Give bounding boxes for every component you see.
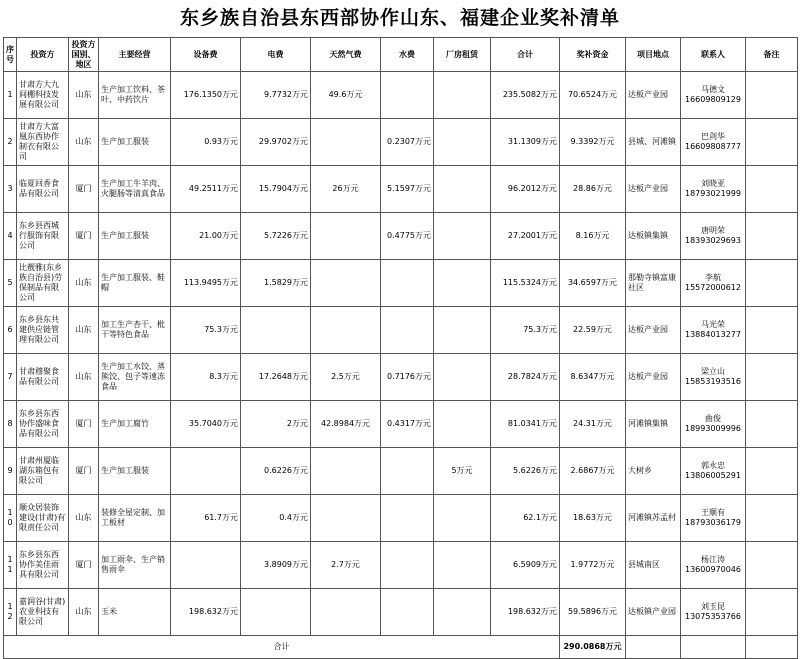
cell-equipment[interactable]: 8.3万元: [171, 354, 241, 401]
contact-name: 唐明荣: [701, 226, 725, 235]
cell-contact[interactable]: [681, 72, 746, 119]
cell-origin[interactable]: 厦门: [69, 542, 99, 589]
cell-gas[interactable]: [311, 495, 381, 542]
table-row: [4, 448, 798, 495]
cell-investor[interactable]: 东乡县东西协作盛味食品有限公司: [17, 401, 69, 448]
cell-equipment[interactable]: [171, 542, 241, 589]
cell-no[interactable]: 12: [4, 589, 17, 636]
cell-origin[interactable]: 厦门: [69, 213, 99, 260]
cell-contact[interactable]: [681, 119, 746, 166]
cell-no[interactable]: 1: [4, 72, 17, 119]
cell-contact[interactable]: [681, 213, 746, 260]
cell-location[interactable]: 达板产业园: [626, 72, 681, 119]
cell-subsidy[interactable]: 9.3392万元: [560, 119, 626, 166]
cell-remark[interactable]: [746, 119, 798, 166]
header-subtotal[interactable]: 合计: [491, 38, 560, 72]
cell-origin[interactable]: 山东: [69, 260, 99, 307]
cell-water[interactable]: [381, 542, 434, 589]
cell-location[interactable]: 那勒寺镇富康社区: [626, 260, 681, 307]
cell-origin[interactable]: 山东: [69, 307, 99, 354]
cell-electricity[interactable]: 29.9702万元: [241, 119, 311, 166]
contact-phone: 16609808777: [685, 142, 741, 151]
cell-contact[interactable]: [681, 589, 746, 636]
cell-location[interactable]: 达板产业园: [626, 307, 681, 354]
contact-phone: 13806005291: [685, 471, 741, 480]
cell-no[interactable]: 9: [4, 448, 17, 495]
cell-water[interactable]: [381, 260, 434, 307]
header-contact[interactable]: 联系人: [681, 38, 746, 72]
cell-rent[interactable]: [434, 542, 491, 589]
table-row: [4, 166, 798, 213]
cell-remark[interactable]: [746, 542, 798, 589]
cell-business[interactable]: 生产加工服装: [99, 119, 171, 166]
cell-investor[interactable]: 东乡县西城行服饰有限公司: [17, 213, 69, 260]
cell-no[interactable]: 7: [4, 354, 17, 401]
cell-investor[interactable]: 甘肃方大富凰东西协作制衣有限公司: [17, 119, 69, 166]
table-body: [4, 72, 798, 659]
cell-remark[interactable]: [746, 260, 798, 307]
header-water[interactable]: 水费: [381, 38, 434, 72]
cell-gas[interactable]: [311, 307, 381, 354]
cell-no[interactable]: 10: [4, 495, 17, 542]
table-row: [4, 72, 798, 119]
cell-subsidy[interactable]: 59.5896万元: [560, 589, 626, 636]
cell-subsidy[interactable]: 34.6597万元: [560, 260, 626, 307]
cell-gas[interactable]: [311, 260, 381, 307]
cell-location[interactable]: 达板产业园: [626, 166, 681, 213]
contact-name: 刘玉昆: [701, 602, 725, 611]
cell-no[interactable]: 11: [4, 542, 17, 589]
cell-investor[interactable]: 甘肃穆聚食品有限公司: [17, 354, 69, 401]
cell-gas[interactable]: 2.7万元: [311, 542, 381, 589]
contact-phone: 15853193516: [685, 377, 741, 386]
contact-name: 马德文: [701, 85, 725, 94]
cell-equipment[interactable]: 21.00万元: [171, 213, 241, 260]
cell-business[interactable]: 加工雨伞、生产销售雨伞: [99, 542, 171, 589]
cell-rent[interactable]: [434, 354, 491, 401]
cell-business[interactable]: 生产加工服装: [99, 213, 171, 260]
cell-rent[interactable]: [434, 119, 491, 166]
cell-gas[interactable]: [311, 448, 381, 495]
cell-electricity[interactable]: 9.7732万元: [241, 72, 311, 119]
contact-name: 郭永忠: [701, 461, 725, 470]
contact-name: 梁立山: [701, 367, 725, 376]
cell-gas[interactable]: [311, 119, 381, 166]
cell-equipment[interactable]: 198.632万元: [171, 589, 241, 636]
header-row: [4, 38, 798, 72]
total-empty-cell[interactable]: [626, 636, 681, 659]
cell-subsidy[interactable]: 70.6524万元: [560, 72, 626, 119]
cell-water[interactable]: 0.4317万元: [381, 401, 434, 448]
cell-contact[interactable]: [681, 542, 746, 589]
cell-equipment[interactable]: 75.3万元: [171, 307, 241, 354]
cell-rent[interactable]: [434, 495, 491, 542]
cell-water[interactable]: 0.7176万元: [381, 354, 434, 401]
header-equipment[interactable]: 设备费: [171, 38, 241, 72]
subsidy-table: [3, 37, 798, 659]
cell-equipment[interactable]: 176.1350万元: [171, 72, 241, 119]
cell-water[interactable]: 5.1597万元: [381, 166, 434, 213]
cell-investor[interactable]: 嘉润谷(甘肃)农业科技有限公司: [17, 589, 69, 636]
cell-investor[interactable]: 顺众居装饰建设(甘肃)有限责任公司: [17, 495, 69, 542]
total-row: [4, 636, 798, 659]
cell-location[interactable]: 达板镇产业园: [626, 589, 681, 636]
contact-phone: 13075353766: [685, 612, 741, 621]
cell-gas[interactable]: 2.5万元: [311, 354, 381, 401]
cell-subsidy[interactable]: 28.86万元: [560, 166, 626, 213]
contact-phone: 18793036179: [685, 518, 741, 527]
table-row: [4, 495, 798, 542]
cell-equipment[interactable]: 49.2511万元: [171, 166, 241, 213]
cell-business[interactable]: 生产加工饮料、茶叶、中药饮片: [99, 72, 171, 119]
table-row: [4, 542, 798, 589]
cell-no[interactable]: 5: [4, 260, 17, 307]
cell-gas[interactable]: [311, 213, 381, 260]
contact-name: 刘晓亚: [701, 179, 725, 188]
cell-water[interactable]: [381, 448, 434, 495]
cell-origin[interactable]: 厦门: [69, 166, 99, 213]
contact-phone: 16609809129: [685, 95, 741, 104]
cell-investor[interactable]: 比靓雅(东乡族自治县)劳保制品有限公司: [17, 260, 69, 307]
table-row: [4, 260, 798, 307]
cell-contact[interactable]: [681, 166, 746, 213]
table-row: [4, 213, 798, 260]
header-remark[interactable]: 备注: [746, 38, 798, 72]
contact-name: 曲俊: [705, 414, 721, 423]
cell-origin[interactable]: 山东: [69, 589, 99, 636]
cell-rent[interactable]: [434, 213, 491, 260]
cell-location[interactable]: 河滩镇集镇: [626, 401, 681, 448]
cell-subsidy[interactable]: 22.59万元: [560, 307, 626, 354]
total-label-cell[interactable]: 合计: [4, 636, 560, 659]
cell-equipment[interactable]: 35.7040万元: [171, 401, 241, 448]
cell-origin[interactable]: 厦门: [69, 401, 99, 448]
cell-no[interactable]: 3: [4, 166, 17, 213]
cell-investor[interactable]: 甘肃州厦临湖东箱包有限公司: [17, 448, 69, 495]
cell-business[interactable]: 生产加工牛羊肉、火腿肠等清真食品: [99, 166, 171, 213]
cell-rent[interactable]: [434, 72, 491, 119]
contact-name: 马光荣: [701, 320, 725, 329]
cell-subtotal[interactable]: 235.5082万元: [491, 72, 560, 119]
contact-phone: 13600970046: [685, 565, 741, 574]
cell-remark[interactable]: [746, 495, 798, 542]
cell-investor[interactable]: 临夏回香食品有限公司: [17, 166, 69, 213]
cell-electricity[interactable]: 3.8909万元: [241, 542, 311, 589]
header-origin[interactable]: 投资方国别、地区: [69, 38, 99, 72]
contact-phone: 18393029693: [685, 236, 741, 245]
cell-no[interactable]: 6: [4, 307, 17, 354]
cell-subsidy[interactable]: 8.6347万元: [560, 354, 626, 401]
cell-business[interactable]: 生产加工服装: [99, 448, 171, 495]
contact-name: 李航: [705, 273, 721, 282]
cell-subtotal[interactable]: 115.5324万元: [491, 260, 560, 307]
cell-business[interactable]: 玉米: [99, 589, 171, 636]
header-investor[interactable]: 投资方: [17, 38, 69, 72]
cell-location[interactable]: 县城南区: [626, 542, 681, 589]
cell-subtotal[interactable]: 96.2012万元: [491, 166, 560, 213]
cell-gas[interactable]: 49.6万元: [311, 72, 381, 119]
contact-phone: 18793021999: [685, 189, 741, 198]
header-no[interactable]: 序号: [4, 38, 17, 72]
cell-equipment[interactable]: 0.93万元: [171, 119, 241, 166]
cell-electricity[interactable]: [241, 307, 311, 354]
cell-subtotal[interactable]: 6.5909万元: [491, 542, 560, 589]
contact-phone: 15572000612: [685, 283, 741, 292]
cell-contact[interactable]: [681, 260, 746, 307]
cell-location[interactable]: 达板产业园: [626, 354, 681, 401]
cell-subsidy[interactable]: 2.6867万元: [560, 448, 626, 495]
cell-water[interactable]: [381, 495, 434, 542]
header-rent[interactable]: 厂房租赁: [434, 38, 491, 72]
cell-no[interactable]: 8: [4, 401, 17, 448]
cell-gas[interactable]: [311, 589, 381, 636]
cell-location[interactable]: 河滩镇苏孟村: [626, 495, 681, 542]
contact-phone: 13884013277: [685, 330, 741, 339]
header-electricity[interactable]: 电费: [241, 38, 311, 72]
cell-no[interactable]: 4: [4, 213, 17, 260]
cell-water[interactable]: 0.2307万元: [381, 119, 434, 166]
cell-rent[interactable]: [434, 307, 491, 354]
grand-total-cell[interactable]: 290.0868万元: [560, 636, 626, 659]
cell-equipment[interactable]: 61.7万元: [171, 495, 241, 542]
cell-subsidy[interactable]: 18.63万元: [560, 495, 626, 542]
cell-water[interactable]: 0.4775万元: [381, 213, 434, 260]
cell-origin[interactable]: 厦门: [69, 448, 99, 495]
cell-remark[interactable]: [746, 401, 798, 448]
cell-location[interactable]: 达板镇集镇: [626, 213, 681, 260]
cell-business[interactable]: 生产加工服装、鞋帽: [99, 260, 171, 307]
cell-contact[interactable]: [681, 495, 746, 542]
cell-subtotal[interactable]: 198.632万元: [491, 589, 560, 636]
cell-subtotal[interactable]: 75.3万元: [491, 307, 560, 354]
header-business[interactable]: 主要经营: [99, 38, 171, 72]
contact-name: 杨江涛: [701, 555, 725, 564]
cell-origin[interactable]: 山东: [69, 72, 99, 119]
cell-subtotal[interactable]: 81.0341万元: [491, 401, 560, 448]
cell-location[interactable]: 县城、河滩镇: [626, 119, 681, 166]
cell-contact[interactable]: [681, 354, 746, 401]
cell-electricity[interactable]: 5.7226万元: [241, 213, 311, 260]
cell-rent[interactable]: [434, 166, 491, 213]
cell-origin[interactable]: 山东: [69, 495, 99, 542]
cell-remark[interactable]: [746, 448, 798, 495]
cell-no[interactable]: 2: [4, 119, 17, 166]
header-location[interactable]: 项目地点: [626, 38, 681, 72]
cell-water[interactable]: [381, 307, 434, 354]
cell-subtotal[interactable]: 31.1309万元: [491, 119, 560, 166]
cell-business[interactable]: 生产加工腐竹: [99, 401, 171, 448]
table-row: [4, 354, 798, 401]
cell-equipment[interactable]: 113.9495万元: [171, 260, 241, 307]
cell-electricity[interactable]: 0.4万元: [241, 495, 311, 542]
cell-subtotal[interactable]: 28.7824万元: [491, 354, 560, 401]
table-row: [4, 589, 798, 636]
cell-subtotal[interactable]: 62.1万元: [491, 495, 560, 542]
cell-remark[interactable]: [746, 213, 798, 260]
cell-gas[interactable]: 26万元: [311, 166, 381, 213]
cell-gas[interactable]: 42.8984万元: [311, 401, 381, 448]
header-subsidy[interactable]: 奖补资金: [560, 38, 626, 72]
cell-electricity[interactable]: 15.7904万元: [241, 166, 311, 213]
cell-contact[interactable]: [681, 448, 746, 495]
cell-business[interactable]: 加工生产杏干、枇干等特色食品: [99, 307, 171, 354]
total-empty-cell[interactable]: [681, 636, 746, 659]
cell-contact[interactable]: [681, 401, 746, 448]
total-empty-cell[interactable]: [746, 636, 798, 659]
cell-remark[interactable]: [746, 72, 798, 119]
cell-subsidy[interactable]: 8.16万元: [560, 213, 626, 260]
table-row: [4, 401, 798, 448]
cell-rent[interactable]: [434, 260, 491, 307]
cell-business[interactable]: 装修全屋定制、加工板材: [99, 495, 171, 542]
cell-electricity[interactable]: 1.5829万元: [241, 260, 311, 307]
cell-subtotal[interactable]: 5.6226万元: [491, 448, 560, 495]
contact-name: 王顺有: [701, 508, 725, 517]
cell-contact[interactable]: [681, 307, 746, 354]
cell-water[interactable]: [381, 589, 434, 636]
contact-name: 巴剑华: [701, 132, 725, 141]
cell-electricity[interactable]: 2万元: [241, 401, 311, 448]
cell-rent[interactable]: 5万元: [434, 448, 491, 495]
cell-equipment[interactable]: [171, 448, 241, 495]
cell-origin[interactable]: 山东: [69, 354, 99, 401]
cell-subsidy[interactable]: 1.9772万元: [560, 542, 626, 589]
table-row: [4, 307, 798, 354]
cell-subsidy[interactable]: 24.31万元: [560, 401, 626, 448]
contact-phone: 18993009996: [685, 424, 741, 433]
cell-remark[interactable]: [746, 589, 798, 636]
cell-subtotal[interactable]: 27.2001万元: [491, 213, 560, 260]
cell-electricity[interactable]: [241, 589, 311, 636]
header-gas[interactable]: 天然气费: [311, 38, 381, 72]
cell-remark[interactable]: [746, 307, 798, 354]
table-row: [4, 119, 798, 166]
cell-remark[interactable]: [746, 354, 798, 401]
cell-origin[interactable]: 山东: [69, 119, 99, 166]
cell-rent[interactable]: [434, 589, 491, 636]
cell-investor[interactable]: 甘肃方大九间棚科技发展有限公司: [17, 72, 69, 119]
cell-business[interactable]: 生产加工水饺、蒸熊饺、包子等速冻食品: [99, 354, 171, 401]
sheet-title: 东乡族自治县东西部协作山东、福建企业奖补清单: [179, 7, 620, 29]
cell-location[interactable]: 大树乡: [626, 448, 681, 495]
cell-electricity[interactable]: 17.2648万元: [241, 354, 311, 401]
cell-remark[interactable]: [746, 166, 798, 213]
cell-investor[interactable]: 东乡县东共建供应链管理有限公司: [17, 307, 69, 354]
cell-water[interactable]: [381, 72, 434, 119]
cell-investor[interactable]: 东乡县东西协作美佳雨具有限公司: [17, 542, 69, 589]
cell-electricity[interactable]: 0.6226万元: [241, 448, 311, 495]
cell-rent[interactable]: [434, 401, 491, 448]
